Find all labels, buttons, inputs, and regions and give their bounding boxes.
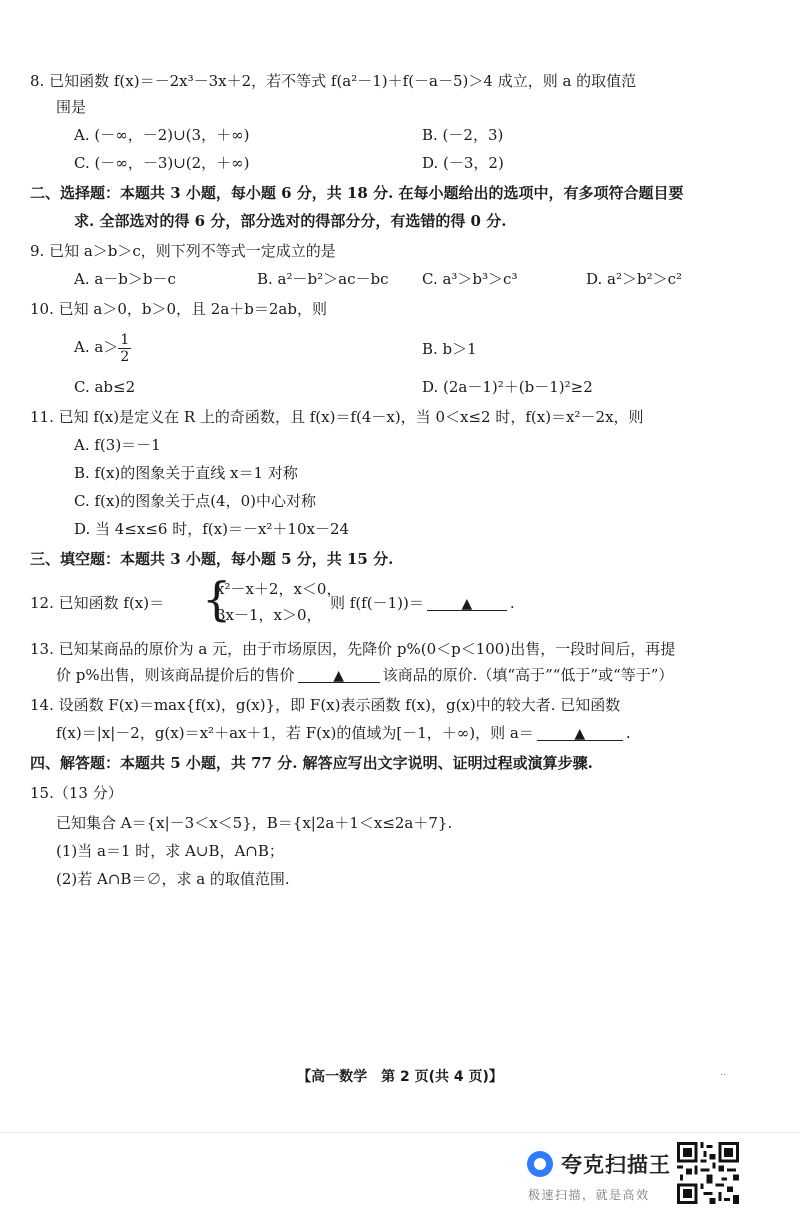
q13-answer-blank <box>298 664 380 683</box>
q12-answer-blank <box>427 592 507 611</box>
scan-artifact-dots: ·· <box>720 1070 727 1081</box>
q12-end: . <box>509 594 515 612</box>
q12-prefix: 12. 已知函数 f(x)＝ <box>30 594 165 612</box>
q8-option-c: C. (－∞，－3)∪(2，＋∞) <box>74 154 250 172</box>
q8-option-b: B. (－2，3) <box>422 126 504 144</box>
q11-option-d: D. 当 4≤x≤6 时，f(x)＝－x²＋10x－24 <box>74 520 350 538</box>
scanner-slogan: 极速扫描，就是高效 <box>528 1188 650 1202</box>
scanner-brand-name: 夸克扫描王 <box>561 1153 671 1177</box>
q13-line1: 13. 已知某商品的原价为 a 元，由于市场原因，先降价 p%(0＜p＜100)出售，一段时间后，再提 <box>30 640 676 658</box>
q10-option-b: B. b＞1 <box>422 340 477 358</box>
q10-stem: 10. 已知 a＞0，b＞0，且 2a＋b＝2ab，则 <box>30 300 327 318</box>
section2-heading-line1: 二、选择题：本题共 3 小题，每小题 6 分，共 18 分. 在每小题给出的选项中，有多项符合题目要 <box>30 184 684 202</box>
q10-fraction-numerator: 1 <box>120 331 130 348</box>
section2-heading-line2: 求. 全部选对的得 6 分，部分选对的得部分分，有选错的得 0 分. <box>74 212 507 230</box>
q13-line2-prefix: 价 p%出售，则该商品提价后的售价 <box>56 666 295 684</box>
q8-option-d: D. (－3，2) <box>422 154 504 172</box>
q11-option-b: B. f(x)的图象关于直线 x＝1 对称 <box>74 464 298 482</box>
q10-option-a <box>74 330 131 365</box>
section3-heading: 三、填空题：本题共 3 小题，每小题 5 分，共 15 分. <box>30 550 394 568</box>
section4-heading: 四、解答题：本题共 5 小题，共 77 分. 解答应写出文字说明、证明过程或演算步骤. <box>30 754 593 772</box>
q12-blank-triangle: ▲ <box>461 596 473 612</box>
q10-option-a-prefix: A. a＞ <box>74 338 119 356</box>
watermark-divider <box>0 1132 800 1133</box>
q14-line2-prefix: f(x)＝|x|－2，g(x)＝x²＋ax＋1，若 F(x)的值域为[－1，＋∞)，则 a＝ <box>56 724 534 742</box>
q15-stem: 已知集合 A＝{x|－3＜x＜5}，B＝{x|2a＋1＜x≤2a＋7}. <box>56 814 453 832</box>
q11-option-c: C. f(x)的图象关于点(4，0)中心对称 <box>74 492 316 510</box>
q13-line2-suffix: 该商品的原价.（填“高于”“低于”或“等于”） <box>382 666 674 684</box>
q10-option-c: C. ab≤2 <box>74 378 136 396</box>
q10-option-d: D. (2a－1)²＋(b－1)²≥2 <box>422 378 593 396</box>
q8-stem-line2: 围是 <box>56 98 87 116</box>
q15-heading: 15.（13 分） <box>30 784 123 802</box>
q8-stem-line1: 8. 已知函数 f(x)＝－2x³－3x＋2，若不等式 f(a²－1)＋f(－a－5)＞4 成立，则 a 的取值范 <box>30 72 637 90</box>
q9-option-c: C. a³＞b³＞c³ <box>422 270 518 288</box>
q9-option-b: B. a²－b²＞ac－bc <box>257 270 389 288</box>
scanner-brand <box>527 1147 671 1181</box>
q14-answer-blank <box>537 722 623 741</box>
q9-stem: 9. 已知 a＞b＞c，则下列不等式一定成立的是 <box>30 242 336 260</box>
q14-end: . <box>625 724 631 742</box>
q13-blank-triangle: ▲ <box>333 668 345 684</box>
q15-part2: (2)若 A∩B＝∅，求 a 的取值范围. <box>56 870 290 888</box>
q15-part1: (1)当 a＝1 时，求 A∪B，A∩B； <box>56 842 284 860</box>
q12-case2: 3x－1，x＞0， <box>216 606 322 624</box>
q13-line2 <box>56 664 673 686</box>
q10-option-a-fraction <box>118 332 131 365</box>
q11-stem: 11. 已知 f(x)是定义在 R 上的奇函数，且 f(x)＝f(4－x)，当 0＜x≤2 时，f(x)＝x²－2x，则 <box>30 408 644 426</box>
page-footer: 【高一数学 第 2 页(共 4 页)】 <box>297 1069 503 1085</box>
q10-fraction-denominator: 2 <box>120 348 130 365</box>
q9-option-d: D. a²＞b²＞c² <box>586 270 683 288</box>
q14-blank-triangle: ▲ <box>574 726 586 742</box>
q14-line1: 14. 设函数 F(x)＝max{f(x)，g(x)}，即 F(x)表示函数 f(x)，g(x)中的较大者. 已知函数 <box>30 696 621 714</box>
scanner-logo-icon <box>527 1151 553 1177</box>
q12-suffix: 则 f(f(－1))＝ <box>330 594 424 612</box>
q12-case1: x²－x＋2，x＜0， <box>216 580 342 598</box>
q14-line2 <box>56 722 631 744</box>
qr-code-icon <box>677 1142 739 1204</box>
q12-brace: { <box>202 572 232 626</box>
q12-suffix-line <box>330 592 515 614</box>
q11-option-a: A. f(3)＝－1 <box>74 436 161 454</box>
q9-option-a: A. a－b＞b－c <box>74 270 176 288</box>
q8-option-a: A. (－∞，－2)∪(3，＋∞) <box>74 126 250 144</box>
